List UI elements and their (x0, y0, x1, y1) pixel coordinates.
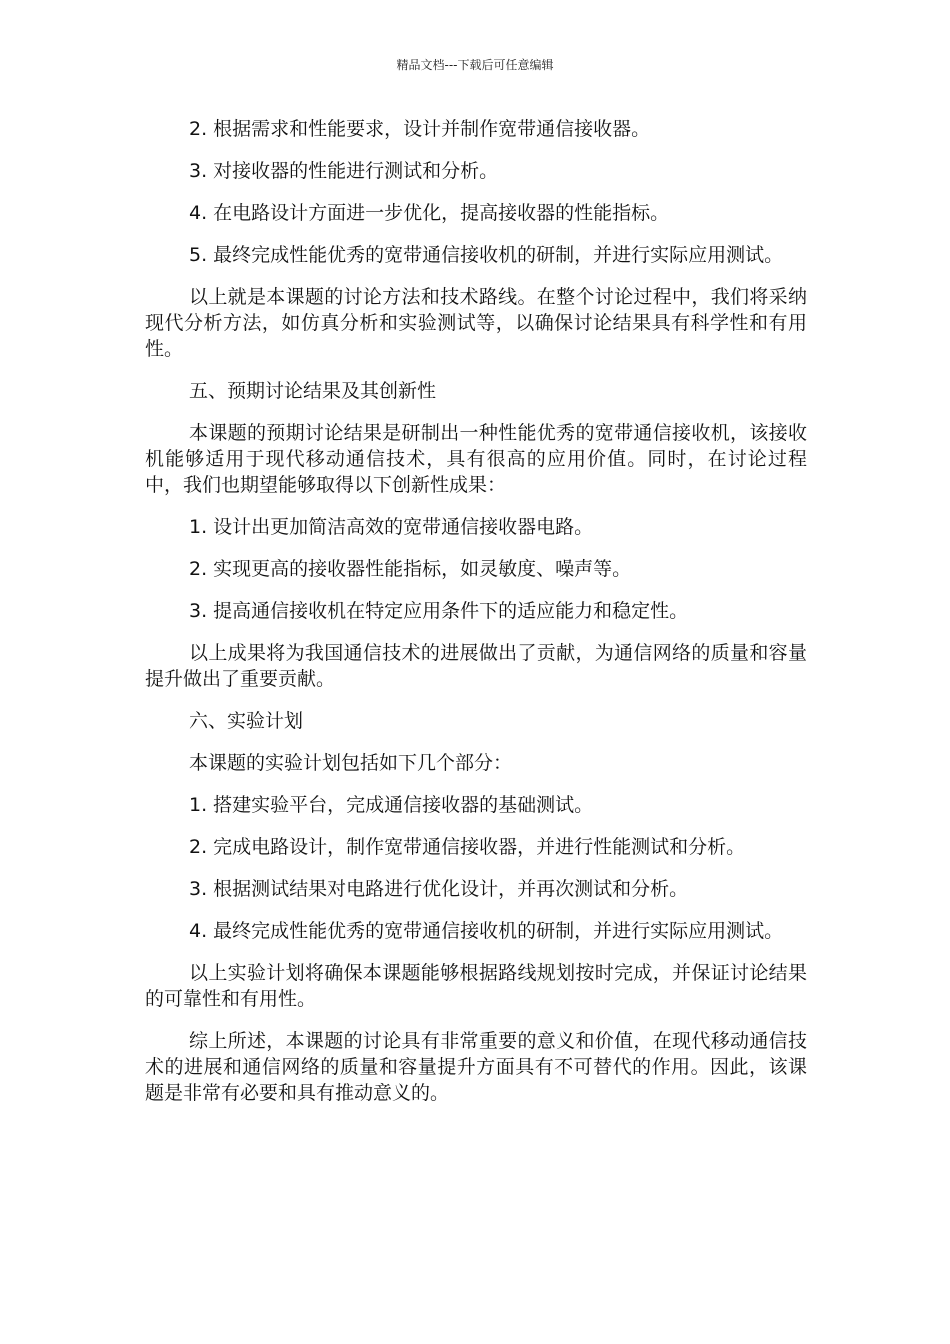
document-body (145, 116, 807, 1122)
list-item: 1. 搭建实验平台，完成通信接收器的基础测试。 (189, 794, 594, 816)
list-item: 2. 根据需求和性能要求，设计并制作宽带通信接收器。 (189, 118, 651, 140)
list-item: 4. 最终完成性能优秀的宽带通信接收机的研制，并进行实际应用测试。 (189, 920, 784, 942)
body-paragraph: 本课题的实验计划包括如下几个部分： (189, 752, 513, 774)
body-paragraph: 以上就是本课题的讨论方法和技术路线。在整个讨论过程中，我们将采纳现代分析方法，如仿真分析和实验测试等，以确保讨论结果具有科学性和有用性。 (145, 286, 807, 360)
section-heading: 六、实验计划 (189, 710, 304, 732)
section-heading: 五、预期讨论结果及其创新性 (189, 380, 437, 402)
body-paragraph: 本课题的预期讨论结果是研制出一种性能优秀的宽带通信接收机，该接收机能够适用于现代移动通信技术，具有很高的应用价值。同时，在讨论过程中，我们也期望能够取得以下创新性成果： (145, 422, 807, 496)
list-item: 3. 提高通信接收机在特定应用条件下的适应能力和稳定性。 (189, 600, 689, 622)
list-item: 4. 在电路设计方面进一步优化，提高接收器的性能指标。 (189, 202, 670, 224)
list-item: 5. 最终完成性能优秀的宽带通信接收机的研制，并进行实际应用测试。 (189, 244, 784, 266)
body-paragraph: 综上所述，本课题的讨论具有非常重要的意义和价值，在现代移动通信技术的进展和通信网络的质量和容量提升方面具有不可替代的作用。因此，该课题是非常有必要和具有推动意义的。 (145, 1030, 807, 1104)
list-item: 2. 实现更高的接收器性能指标，如灵敏度、噪声等。 (189, 558, 632, 580)
list-item: 1. 设计出更加简洁高效的宽带通信接收器电路。 (189, 516, 594, 538)
list-item: 3. 对接收器的性能进行测试和分析。 (189, 160, 499, 182)
list-item: 3. 根据测试结果对电路进行优化设计，并再次测试和分析。 (189, 878, 689, 900)
list-item: 2. 完成电路设计，制作宽带通信接收器，并进行性能测试和分析。 (189, 836, 746, 858)
page-header: 精品文档---下载后可任意编辑 (396, 58, 554, 72)
body-paragraph: 以上实验计划将确保本课题能够根据路线规划按时完成，并保证讨论结果的可靠性和有用性。 (145, 962, 807, 1010)
body-paragraph: 以上成果将为我国通信技术的进展做出了贡献，为通信网络的质量和容量提升做出了重要贡献。 (145, 642, 807, 690)
